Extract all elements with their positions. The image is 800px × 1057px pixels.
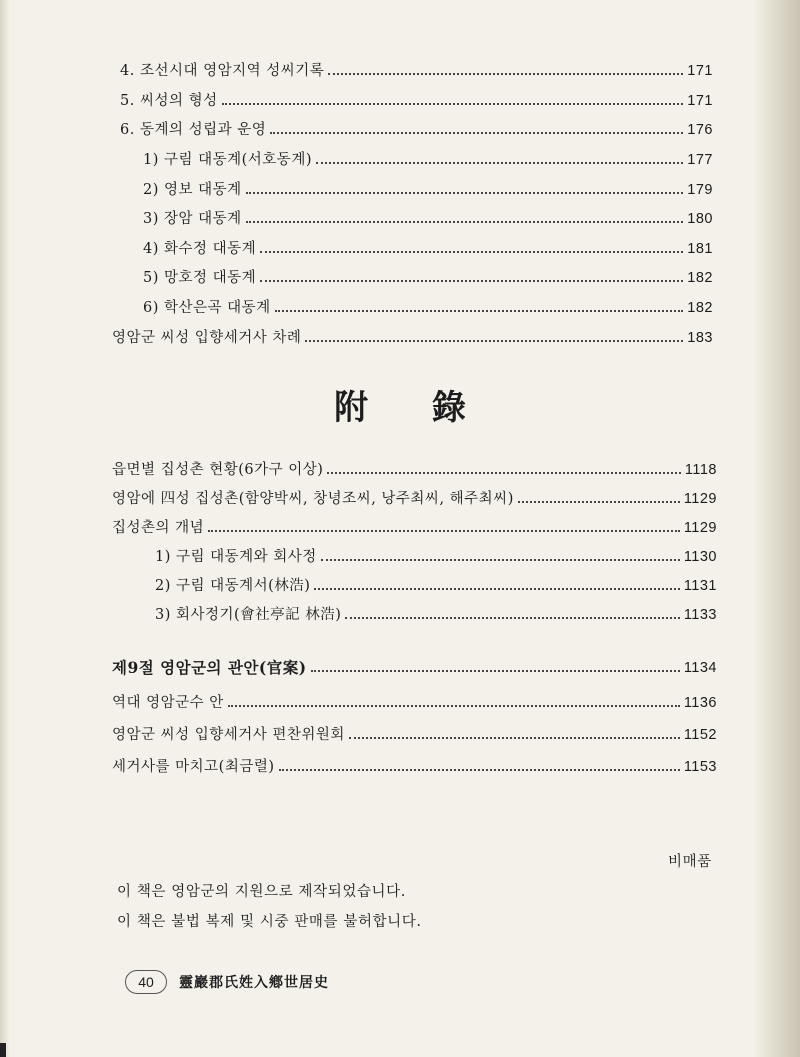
- toc-entry-page: 1130: [683, 549, 717, 565]
- toc-entry: [120, 52, 713, 80]
- dot-leader: [275, 310, 684, 312]
- toc-entry: [143, 200, 713, 228]
- toc-entry-page: 1129: [683, 491, 717, 507]
- toc-entry-page: 1129: [683, 520, 717, 536]
- toc-entry-page: 179: [687, 182, 713, 198]
- toc-entry-page: 1131: [683, 578, 717, 594]
- dot-leader: [246, 221, 684, 223]
- toc-entry-label: 6) 학산은곡 대동계: [143, 300, 271, 316]
- toc-entry-page: 183: [687, 330, 713, 346]
- toc-entry-label: 영암에 四성 집성촌(함양박씨, 창녕조씨, 낭주최씨, 해주최씨): [112, 491, 514, 507]
- toc-entry: [112, 649, 717, 677]
- toc-entry: [155, 538, 717, 566]
- dot-leader: [208, 530, 680, 532]
- toc-entry-label: 세거사를 마치고(최금렬): [112, 759, 275, 775]
- dot-leader: [314, 588, 679, 590]
- toc-entry-label: 영암군 씨성 입향세거사 차례: [112, 330, 302, 346]
- toc-entry-page: 181: [687, 241, 713, 257]
- page-footer: [125, 970, 329, 994]
- toc-entry-label: 제9절 영암군의 관안(官案): [112, 658, 307, 677]
- toc-entry-label: 6. 동계의 성립과 운영: [120, 122, 267, 138]
- binding-mark: [0, 1043, 6, 1057]
- toc-entry-page: 1118: [684, 462, 717, 478]
- dot-leader: [270, 132, 683, 134]
- toc-entry-label: 3) 회사정기(會社亭記 林浩): [155, 607, 342, 623]
- page-edge: [754, 0, 800, 1057]
- toc-entry: [120, 82, 713, 110]
- toc-entry: [143, 230, 713, 258]
- toc-entry: [143, 171, 713, 199]
- toc-entry: [112, 451, 717, 479]
- copy-prohibition-notice: 이 책은 불법 복제 및 시중 판매를 불허합니다.: [117, 914, 422, 930]
- toc-entry-label: 2) 영보 대동계: [143, 182, 242, 198]
- toc-entry: [112, 319, 713, 347]
- toc-entry-label: 영암군 씨성 입향세거사 편찬위원회: [112, 727, 345, 743]
- toc-entry-label: 집성촌의 개념: [112, 520, 205, 536]
- toc-entry-label: 5) 망호정 대동계: [143, 270, 257, 286]
- toc-entry-page: 176: [687, 122, 713, 138]
- page-gutter-shadow: [0, 0, 10, 1057]
- dot-leader: [316, 162, 683, 164]
- toc-entry: [155, 596, 717, 624]
- toc-entry-label: 5. 씨성의 형성: [120, 93, 218, 109]
- dot-leader: [328, 73, 683, 75]
- toc-entry-label: 4) 화수정 대동계: [143, 241, 257, 257]
- not-for-sale-label: 비매품: [668, 854, 712, 870]
- toc-entry: [143, 259, 713, 287]
- toc-entry-page: 1134: [683, 660, 717, 676]
- funding-notice: 이 책은 영암군의 지원으로 제작되었습니다.: [117, 884, 406, 900]
- toc-entry-label: 2) 구림 대동계서(林浩): [155, 578, 311, 594]
- running-title: 靈巖郡氏姓入鄕世居史: [179, 975, 329, 991]
- dot-leader: [321, 559, 680, 561]
- toc-entry: [112, 509, 717, 537]
- dot-leader: [327, 472, 680, 474]
- toc-entry-label: 역대 영암군수 안: [112, 695, 224, 711]
- toc-entry-label: 읍면별 집성촌 현황(6가구 이상): [112, 462, 324, 478]
- toc-entry-page: 171: [687, 93, 713, 109]
- toc-entry-page: 182: [687, 300, 713, 316]
- toc-entry-page: 180: [687, 211, 713, 227]
- toc-entry-page: 177: [687, 152, 713, 168]
- toc-entry-page: 1133: [683, 607, 717, 623]
- dot-leader: [246, 192, 684, 194]
- dot-leader: [260, 251, 683, 253]
- page-number-badge: 40: [125, 970, 167, 994]
- dot-leader: [349, 737, 680, 739]
- toc-entry: [112, 716, 717, 744]
- toc-entry-label: 4. 조선시대 영암지역 성씨기록: [120, 63, 325, 79]
- toc-entry-page: 1136: [683, 695, 717, 711]
- toc-entry: [112, 684, 717, 712]
- toc-entry: [155, 567, 717, 595]
- toc-entry-label: 1) 구림 대동계(서호동계): [143, 152, 312, 168]
- dot-leader: [279, 769, 680, 771]
- appendix-heading: 附 錄: [334, 388, 492, 428]
- toc-entry-page: 171: [687, 63, 713, 79]
- toc-entry-label: 3) 장암 대동계: [143, 211, 242, 227]
- toc-entry: [112, 748, 717, 776]
- dot-leader: [311, 670, 680, 672]
- toc-entry: [120, 111, 713, 139]
- toc-entry-page: 1152: [683, 727, 717, 743]
- dot-leader: [305, 340, 683, 342]
- toc-entry-page: 1153: [683, 759, 717, 775]
- dot-leader: [222, 103, 684, 105]
- toc-entry: [143, 141, 713, 169]
- dot-leader: [345, 617, 679, 619]
- dot-leader: [518, 501, 680, 503]
- toc-entry: [112, 480, 717, 508]
- toc-entry-page: 182: [687, 270, 713, 286]
- dot-leader: [228, 705, 680, 707]
- toc-entry: [143, 289, 713, 317]
- toc-entry-label: 1) 구림 대동계와 회사정: [155, 549, 317, 565]
- dot-leader: [260, 280, 683, 282]
